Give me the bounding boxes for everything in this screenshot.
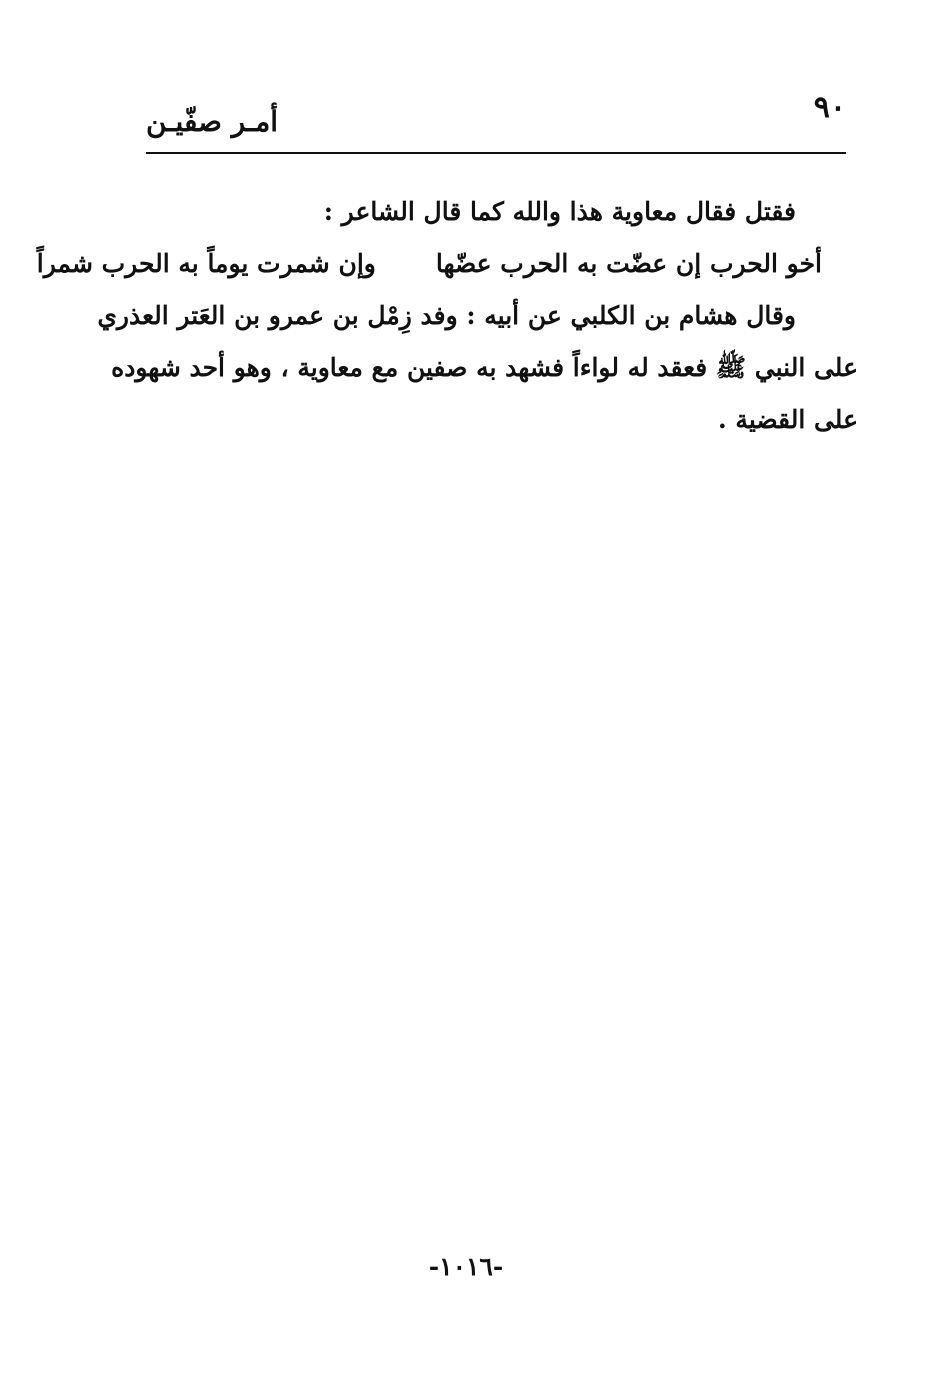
paragraph-line-5: على القضية . (718, 405, 858, 434)
first-hemistich: أخو الحرب إن عضّت به الحرب عضّها (435, 249, 822, 278)
body-text (36, 186, 858, 446)
paragraph-line-4: على النبي ﷺ فعقد له لواءاً فشهد به صفين مع معاوية ، وهو أحد شهوده (111, 353, 858, 382)
page-number-top: ٩٠ (813, 90, 846, 125)
page-header (146, 86, 846, 156)
header-rule (146, 152, 846, 154)
hemistich-gap (376, 238, 436, 290)
page-footer (0, 1252, 932, 1281)
poem-verse (36, 238, 858, 290)
running-title: أمـر صفّيـن (146, 105, 279, 138)
paragraph-line-1: فقتل فقال معاوية هذا والله كما قال الشاعر : (323, 197, 796, 226)
footer-page-number: -١٠١٦- (428, 1252, 504, 1281)
second-hemistich: وإن شمرت يوماً به الحرب شمراً (36, 249, 376, 278)
paragraph-line-3: وقال هشام بن الكلبي عن أبيه : وفد زِمْل بن عمرو بن العَتر العذري (97, 301, 796, 330)
